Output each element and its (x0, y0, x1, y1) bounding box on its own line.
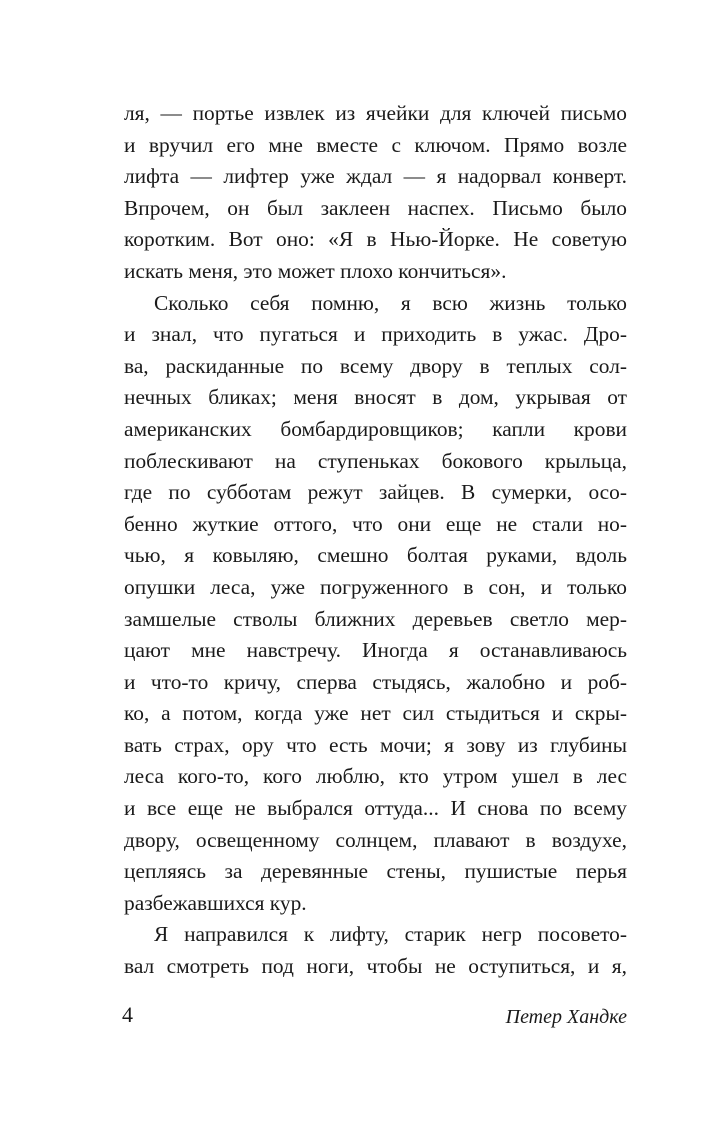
text-line: разбежавшихся кур. (124, 890, 307, 915)
page-body-text (124, 98, 627, 983)
text-line: бенно жуткие оттого, что они еще не стали но- (124, 511, 627, 536)
text-line: и вручил его мне вместе с ключом. Прямо возле (124, 132, 627, 157)
text-line: вал смотреть под ноги, чтобы не оступиться, и я, (124, 954, 627, 979)
text-line: чью, я ковыляю, смешно болтая руками, вдоль (124, 543, 627, 568)
text-line: и что-то кричу, сперва стыдясь, жалобно и роб- (124, 669, 627, 694)
text-line: американских бомбардировщиков; капли крови (124, 416, 627, 441)
text-line: где по субботам режут зайцев. В сумерки, осо- (124, 480, 627, 505)
running-footer-author: Петер Хандке (505, 1006, 627, 1028)
page-number: 4 (122, 1002, 133, 1027)
paragraph-3 (124, 919, 627, 982)
text-line: Сколько себя помню, я всю жизнь только (154, 290, 627, 315)
text-line: вать страх, ору что есть мочи; я зову из глубины (124, 732, 627, 757)
text-line: и знал, что пугаться и приходить в ужас. Дро- (124, 322, 627, 347)
text-line: леса кого-то, кого люблю, кто утром ушел в лес (124, 764, 627, 789)
paragraph-1 (124, 98, 627, 288)
text-line: поблескивают на ступеньках бокового крыльца, (124, 448, 627, 473)
text-line: коротким. Вот оно: «Я в Нью-Йорке. Не советую (124, 227, 627, 252)
text-line: ля, — портье извлек из ячейки для ключей письмо (124, 101, 627, 125)
text-line: и все еще не выбрался оттуда... И снова по всему (124, 796, 627, 821)
text-line: Я направился к лифту, старик негр посовето- (154, 922, 627, 947)
text-line: лифта — лифтер уже ждал — я надорвал конверт. (124, 164, 627, 189)
text-line: искать меня, это может плохо кончиться». (124, 258, 507, 283)
text-line: цают мне навстречу. Иногда я останавливаюсь (124, 638, 627, 663)
text-line: двору, освещенному солнцем, плавают в воздухе, (124, 827, 627, 852)
text-line: опушки леса, уже погруженного в сон, и только (124, 574, 627, 599)
text-line: Впрочем, он был заклеен наспех. Письмо было (124, 195, 627, 220)
text-line: нечных бликах; меня вносят в дом, укрывая от (124, 385, 627, 410)
text-line: ко, а потом, когда уже нет сил стыдиться и скры- (124, 701, 627, 726)
text-line: замшелые стволы ближних деревьев светло мер- (124, 606, 627, 631)
text-line: ва, раскиданные по всему двору в теплых сол- (124, 353, 627, 378)
text-line: цепляясь за деревянные стены, пушистые перья (124, 859, 627, 884)
paragraph-2 (124, 288, 627, 920)
